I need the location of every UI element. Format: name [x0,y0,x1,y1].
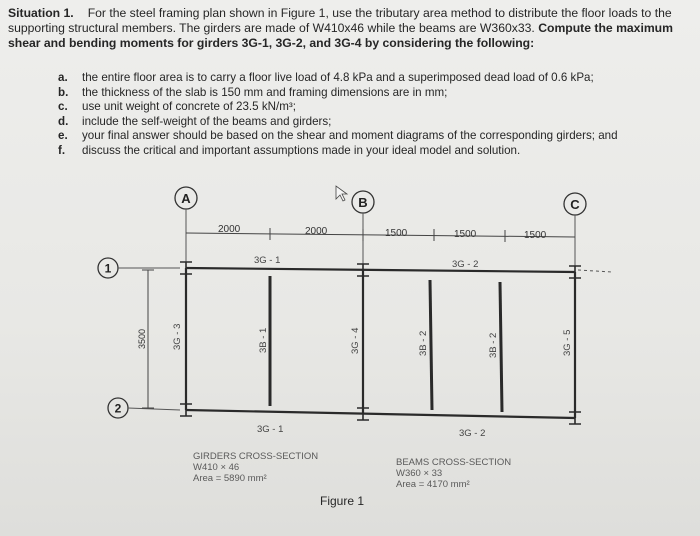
height-dimension [137,270,154,408]
member-label-beam-3: 3B - 2 [488,332,499,358]
span-label: 2000 [305,226,328,237]
grid-label-1: 1 [104,261,112,276]
height-label: 3500 [137,328,147,349]
grid-bubble-a [175,187,197,209]
span-label: 1500 [385,228,408,239]
list-marker: a. [58,71,68,84]
member-label-beam-2: 3B - 2 [418,330,429,356]
member-label-bottom-right: 3G - 2 [459,428,486,439]
list-text: discuss the critical and important assumptions made in your ideal model and solution. [82,143,521,157]
girders-section-area: Area = 5890 mm² [193,473,267,484]
member-label-col-b: 3G - 4 [350,327,361,354]
problem-task-text: Compute the maximum shear and bending moments for girders 3G-1, 3G-2, and 3G-4 by considering the following: [8,21,673,50]
column-symbols [180,262,581,424]
grid-label-b: B [358,195,368,210]
beams-section-size: W360 × 33 [396,468,443,479]
list-text: the entire floor area is to carry a floor live load of 4.8 kPa and a superimposed dead load of 0.6 kPa; [82,71,594,84]
member-label-bottom-left: 3G - 1 [257,424,284,435]
list-marker: c. [58,100,68,114]
list-marker: f. [58,143,66,157]
member-label-top-right: 3G - 2 [452,259,479,270]
grid-bubble-1 [98,258,118,278]
member-label-col-a: 3G - 3 [172,323,183,350]
list-text: include the self-weight of the beams and girders; [82,114,332,128]
problem-intro-text: For the steel framing plan shown in Figure 1, use the tributary area method to distribute the floor loads to the supporting structural members. The girders are made of W410x46 while the beams are W360x33. [8,6,672,35]
cursor-icon [336,186,347,201]
beams-section-area: Area = 4170 mm² [396,479,470,490]
girder-top-line [186,268,575,272]
grid-bubble-b [352,191,374,213]
span-label: 2000 [218,224,241,235]
list-marker: b. [58,85,69,99]
beam-3b-2b [500,282,502,412]
beam-3b-2a [430,280,432,410]
grid-label-a: A [181,191,191,206]
situation-label: Situation 1. [8,6,74,20]
list-text: your final answer should be based on the shear and moment diagrams of the corresponding girders; and [82,129,618,143]
girders-section-size: W410 × 46 [193,462,240,473]
beams-section-title: BEAMS CROSS-SECTION [396,457,512,468]
member-label-col-c: 3G - 5 [562,329,573,356]
list-text: use unit weight of concrete of 23.5 kN/m³; [82,100,296,114]
top-dimension-line [186,224,575,242]
girders-cross-section [193,451,318,484]
span-label: 1500 [524,230,547,241]
figure-caption: Figure 1 [320,494,365,508]
member-label-beam-1: 3B - 1 [258,327,269,353]
list-text: the thickness of the slab is 150 mm and framing dimensions are in mm; [82,85,448,99]
member-label-top-left: 3G - 1 [254,255,281,266]
list-marker: d. [58,114,69,128]
list-marker: e. [58,129,68,143]
grid-label-2: 2 [114,401,122,416]
girder-bottom-line [186,410,575,418]
span-label: 1500 [454,229,477,240]
grid-bubble-c [564,193,586,215]
beams-cross-section [396,457,511,490]
girders-section-title: GIRDERS CROSS-SECTION [193,451,319,462]
grid-bubble-2 [108,398,128,418]
grid-label-c: C [570,197,580,212]
